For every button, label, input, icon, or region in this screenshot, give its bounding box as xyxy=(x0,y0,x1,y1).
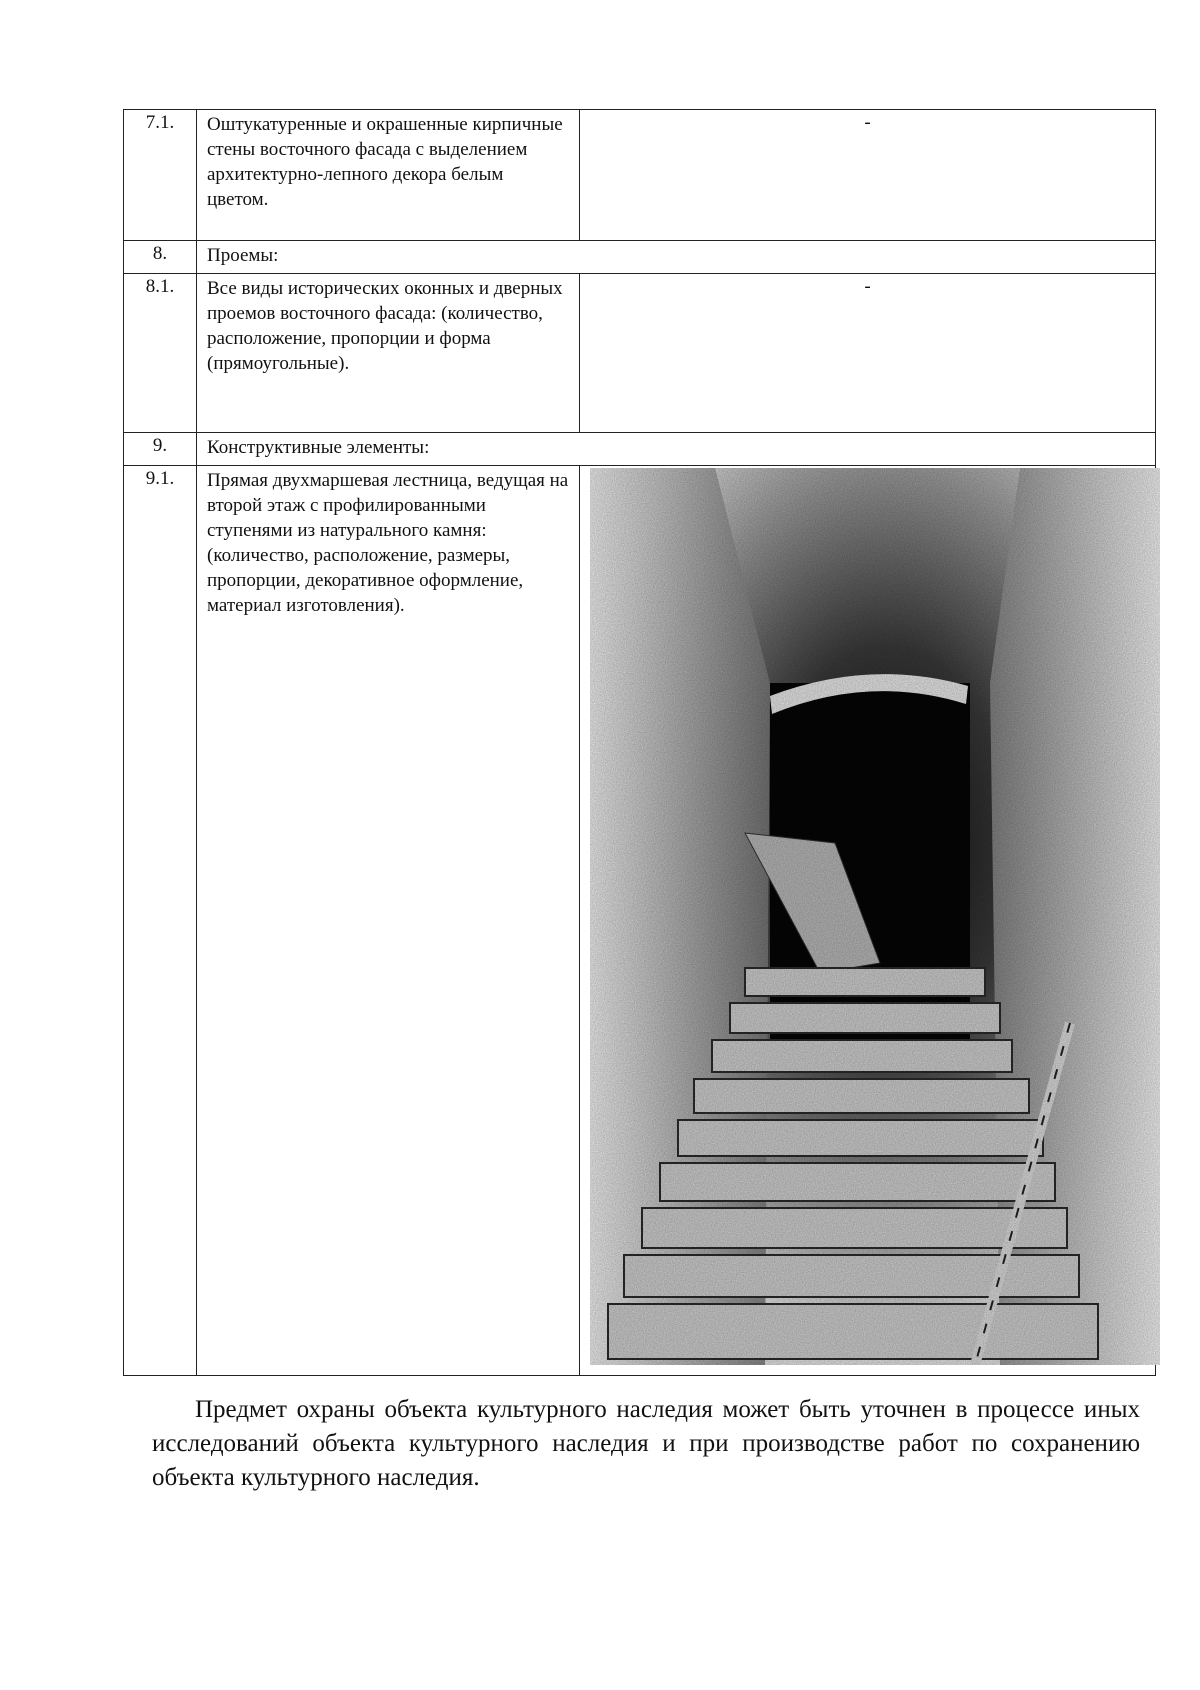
photo-grain xyxy=(590,468,1160,1365)
row-value: - xyxy=(580,274,1156,433)
table-row xyxy=(124,274,1156,433)
row-number: 8.1. xyxy=(124,274,197,433)
staircase-photo xyxy=(590,468,1160,1365)
protection-subject-table xyxy=(123,109,1156,1376)
row-description: Оштукатуренные и окрашенные кирпичные стены восточного фасада с выделением архитектурно-лепного декора белым цветом. xyxy=(197,110,580,241)
row-number: 9.1. xyxy=(124,466,197,1376)
table-row xyxy=(124,466,1156,1376)
row-value: - xyxy=(580,110,1156,241)
row-number: 9. xyxy=(124,433,197,466)
row-number: 7.1. xyxy=(124,110,197,241)
row-description: Прямая двухмаршевая лестница, ведущая на второй этаж с профилированными ступенями из натурального камня: (количество, расположение, размеры, пропорции, декоративное оформление, материал изготовления). xyxy=(197,466,580,1376)
section-title: Конструктивные элементы: xyxy=(197,433,1156,466)
table-row xyxy=(124,433,1156,466)
table-row xyxy=(124,241,1156,274)
row-number: 8. xyxy=(124,241,197,274)
closing-text: Предмет охраны объекта культурного наследия может быть уточнен в процессе иных исследований объекта культурного наследия и при производстве работ по сохранению объекта культурного наследия. xyxy=(152,1396,1140,1491)
photo-cell xyxy=(580,466,1156,1376)
row-description: Все виды исторических оконных и дверных проемов восточного фасада: (количество, расположение, пропорции и форма (прямоугольные). xyxy=(197,274,580,433)
table-row xyxy=(124,110,1156,241)
section-title: Проемы: xyxy=(197,241,1156,274)
closing-paragraph xyxy=(152,1393,1140,1495)
